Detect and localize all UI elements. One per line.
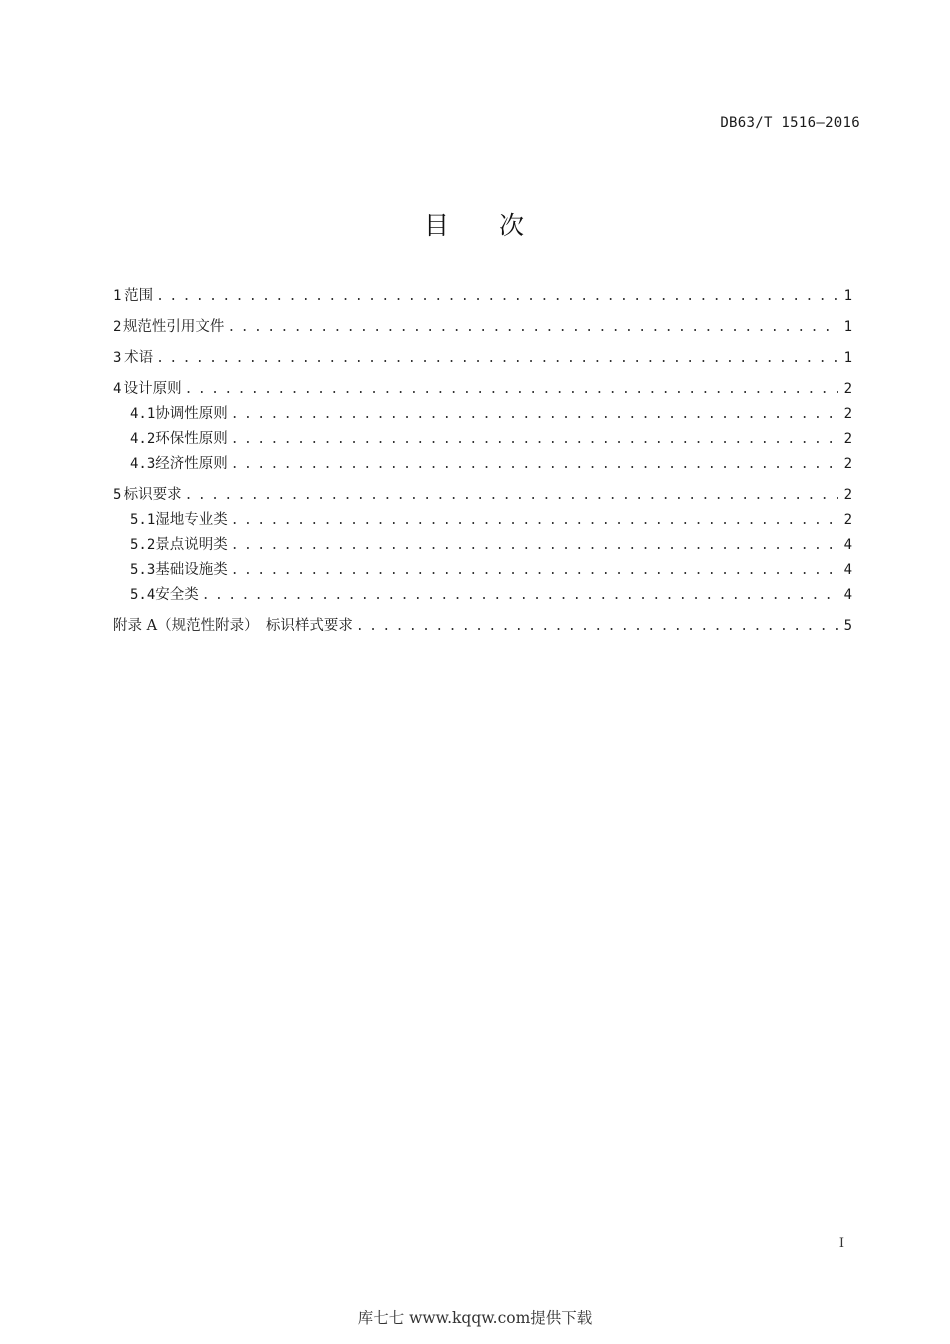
toc-entry-number: 2 bbox=[113, 319, 122, 335]
toc-entry-number: 5.1 bbox=[130, 512, 156, 528]
toc-entry-page: 4 bbox=[843, 587, 852, 603]
toc-entry[interactable] bbox=[113, 315, 852, 340]
toc-entry-label: 范围 bbox=[124, 288, 154, 304]
toc-entry-number: 3 bbox=[113, 350, 122, 366]
toc-entry-page: 1 bbox=[843, 288, 852, 304]
standard-code: DB63/T 1516—2016 bbox=[720, 115, 860, 131]
toc-entry-page: 1 bbox=[843, 350, 852, 366]
toc-entry-label: 标识要求 bbox=[123, 487, 182, 503]
toc-entry-number: 4.3 bbox=[130, 456, 156, 472]
toc-entry-number: 4 bbox=[113, 381, 122, 397]
toc-leader-dots bbox=[231, 508, 838, 533]
toc-entry-label: 景点说明类 bbox=[155, 537, 228, 553]
toc-leader-dots bbox=[156, 284, 838, 309]
download-watermark: 库七七 www.kqqw.com提供下载 bbox=[357, 1309, 593, 1327]
toc-entry-page: 2 bbox=[843, 381, 852, 397]
toc-leader-dots bbox=[356, 614, 838, 639]
toc-entry[interactable] bbox=[113, 508, 852, 533]
toc-entry-label: 经济性原则 bbox=[155, 456, 228, 472]
toc-entry-number: 5.2 bbox=[130, 537, 156, 553]
toc-entry-number: 4.2 bbox=[130, 431, 156, 447]
toc-entry-label: 规范性引用文件 bbox=[122, 319, 225, 335]
toc-entry[interactable] bbox=[113, 284, 852, 309]
toc-entry[interactable] bbox=[113, 402, 852, 427]
toc-entry-page: 2 bbox=[843, 487, 852, 503]
toc-entry-page: 5 bbox=[843, 618, 852, 634]
toc-entry[interactable] bbox=[113, 346, 852, 371]
toc-entry-page: 2 bbox=[843, 512, 852, 528]
toc-title-char-1: 目 bbox=[423, 211, 451, 240]
toc-leader-dots bbox=[185, 377, 838, 402]
toc-leader-dots bbox=[231, 427, 838, 452]
toc-leader-dots bbox=[231, 452, 838, 477]
toc-entry-label: 安全类 bbox=[155, 587, 199, 603]
toc-entry-label: 设计原则 bbox=[123, 381, 182, 397]
toc-entry-number: 5.3 bbox=[130, 562, 156, 578]
toc-entry[interactable] bbox=[113, 483, 852, 508]
toc-entry[interactable] bbox=[113, 377, 852, 402]
toc-entry-label: 术语 bbox=[124, 350, 154, 366]
toc-entry-page: 2 bbox=[843, 406, 852, 422]
toc-entry[interactable] bbox=[113, 533, 852, 558]
toc-entry[interactable] bbox=[113, 452, 852, 477]
toc-entry-label: 湿地专业类 bbox=[155, 512, 228, 528]
toc-entry-label: 基础设施类 bbox=[155, 562, 228, 578]
toc-entry-label: 附录 A（规范性附录） 标识样式要求 bbox=[113, 618, 353, 634]
toc-entry[interactable] bbox=[113, 583, 852, 608]
page-number: I bbox=[838, 1236, 844, 1251]
toc-leader-dots bbox=[231, 533, 838, 558]
toc-entry-label: 协调性原则 bbox=[155, 406, 228, 422]
toc-title-char-2: 次 bbox=[499, 211, 527, 240]
toc-entry-page: 2 bbox=[843, 431, 852, 447]
toc-entry-page: 4 bbox=[843, 537, 852, 553]
toc-entry-label: 环保性原则 bbox=[155, 431, 228, 447]
toc-entry-number: 4.1 bbox=[130, 406, 156, 422]
table-of-contents bbox=[113, 284, 852, 639]
toc-leader-dots bbox=[231, 558, 838, 583]
toc-leader-dots bbox=[227, 315, 838, 340]
toc-entry-page: 2 bbox=[843, 456, 852, 472]
toc-entry-page: 4 bbox=[843, 562, 852, 578]
toc-leader-dots bbox=[185, 483, 838, 508]
toc-leader-dots bbox=[156, 346, 838, 371]
toc-entry-page: 1 bbox=[843, 319, 852, 335]
toc-leader-dots bbox=[202, 583, 838, 608]
toc-entry[interactable] bbox=[113, 614, 852, 639]
toc-entry[interactable] bbox=[113, 427, 852, 452]
toc-entry-number: 1 bbox=[113, 288, 122, 304]
toc-title bbox=[0, 206, 950, 242]
toc-entry-number: 5.4 bbox=[130, 587, 156, 603]
toc-entry[interactable] bbox=[113, 558, 852, 583]
toc-leader-dots bbox=[231, 402, 838, 427]
toc-entry-number: 5 bbox=[113, 487, 122, 503]
